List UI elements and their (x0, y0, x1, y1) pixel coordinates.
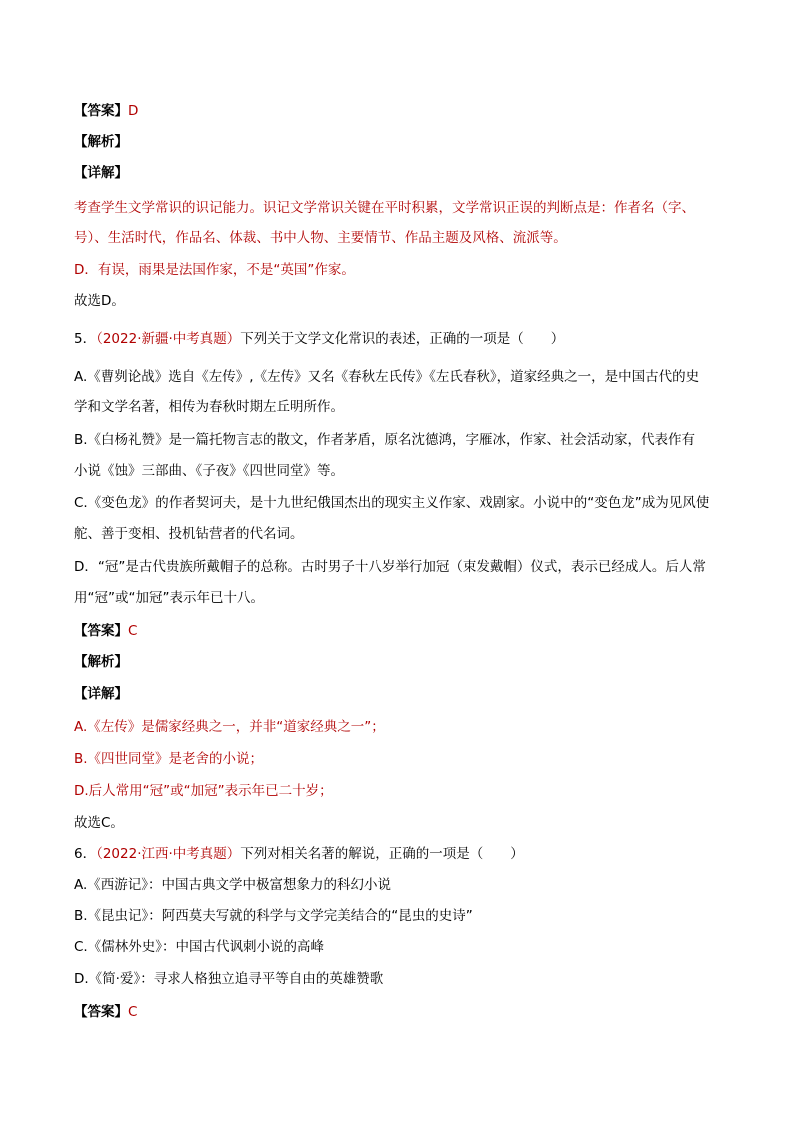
analysis-label: 【解析】 (74, 654, 128, 670)
conclusion: 故选C。 (74, 815, 124, 831)
answer-value: D (128, 103, 139, 119)
answer-line (74, 1003, 137, 1021)
question-source: （2022·江西·中考真题） (96, 846, 241, 862)
option-line: 舵、善于变相、投机钻营者的代名词。 (74, 526, 304, 542)
detail-line: 号）、生活时代，作品名、体裁、书中人物、主要情节、作品主题及风格、流派等。 (74, 230, 567, 246)
option-line: 用“冠”或“加冠”表示年已十八。 (74, 590, 264, 606)
question-text: 下列对相关名著的解说，正确的一项是（ ） (240, 846, 524, 862)
conclusion: 故选D。 (74, 293, 125, 309)
detail-label: 【详解】 (74, 686, 128, 702)
answer-label: 【答案】 (74, 623, 128, 639)
option-line: C.《变色龙》的作者契诃夫，是十九世纪俄国杰出的现实主义作家、戏剧家。小说中的“变色龙”成为见风使 (74, 495, 710, 511)
option-line: 学和文学名著，相传为春秋时期左丘明所作。 (74, 399, 344, 415)
detail-line: B.《四世同堂》是老舍的小说； (74, 751, 264, 767)
answer-value: C (128, 1004, 138, 1020)
question-number: 5． (74, 331, 97, 347)
analysis-label: 【解析】 (74, 134, 128, 150)
option-line: C.《儒林外史》：中国古代讽刺小说的高峰 (74, 939, 324, 955)
question-text: 下列关于文学文化常识的表述，正确的一项是（ ） (240, 331, 565, 347)
detail-label: 【详解】 (74, 165, 128, 181)
detail-line: D．有误，雨果是法国作家，不是“英国”作家。 (74, 262, 355, 278)
detail-line: A.《左传》是儒家经典之一，并非“道家经典之一”； (74, 719, 385, 735)
option-line: D.《简·爱》：寻求人格独立追寻平等自由的英雄赞歌 (74, 971, 384, 987)
option-line: 小说《蚀》三部曲、《子夜》《四世同堂》等。 (74, 463, 344, 479)
answer-label: 【答案】 (74, 1004, 128, 1020)
detail-line: D.后人常用“冠”或“加冠”表示年已二十岁； (74, 783, 333, 799)
option-line: D．“冠”是古代贵族所戴帽子的总称。古时男子十八岁举行加冠（束发戴帽）仪式，表示已经成人。后人常 (74, 559, 706, 575)
option-line: B.《白杨礼赞》是一篇托物言志的散文，作者茅盾，原名沈德鸿，字雁冰，作家、社会活动家，代表作有 (74, 432, 696, 448)
question-source: （2022·新疆·中考真题） (96, 331, 241, 347)
option-line: A.《西游记》：中国古典文学中极富想象力的科幻小说 (74, 877, 392, 893)
answer-value: C (128, 623, 138, 639)
detail-line: 考查学生文学常识的识记能力。识记文学常识关键在平时积累，文学常识正误的判断点是：作者名（字、 (74, 200, 695, 216)
option-line: A.《曹刿论战》选自《左传》,《左传》又名《春秋左氏传》《左氏春秋》，道家经典之一，是中国古代的史 (74, 369, 700, 385)
answer-line (74, 622, 137, 640)
option-line: B.《昆虫记》：阿西莫夫写就的科学与文学完美结合的“昆虫的史诗” (74, 908, 473, 924)
question-number: 6． (74, 846, 97, 862)
question-5-stem (74, 330, 564, 348)
answer-label: 【答案】 (74, 103, 128, 119)
answer-line (74, 102, 138, 120)
question-6-stem (74, 845, 524, 863)
